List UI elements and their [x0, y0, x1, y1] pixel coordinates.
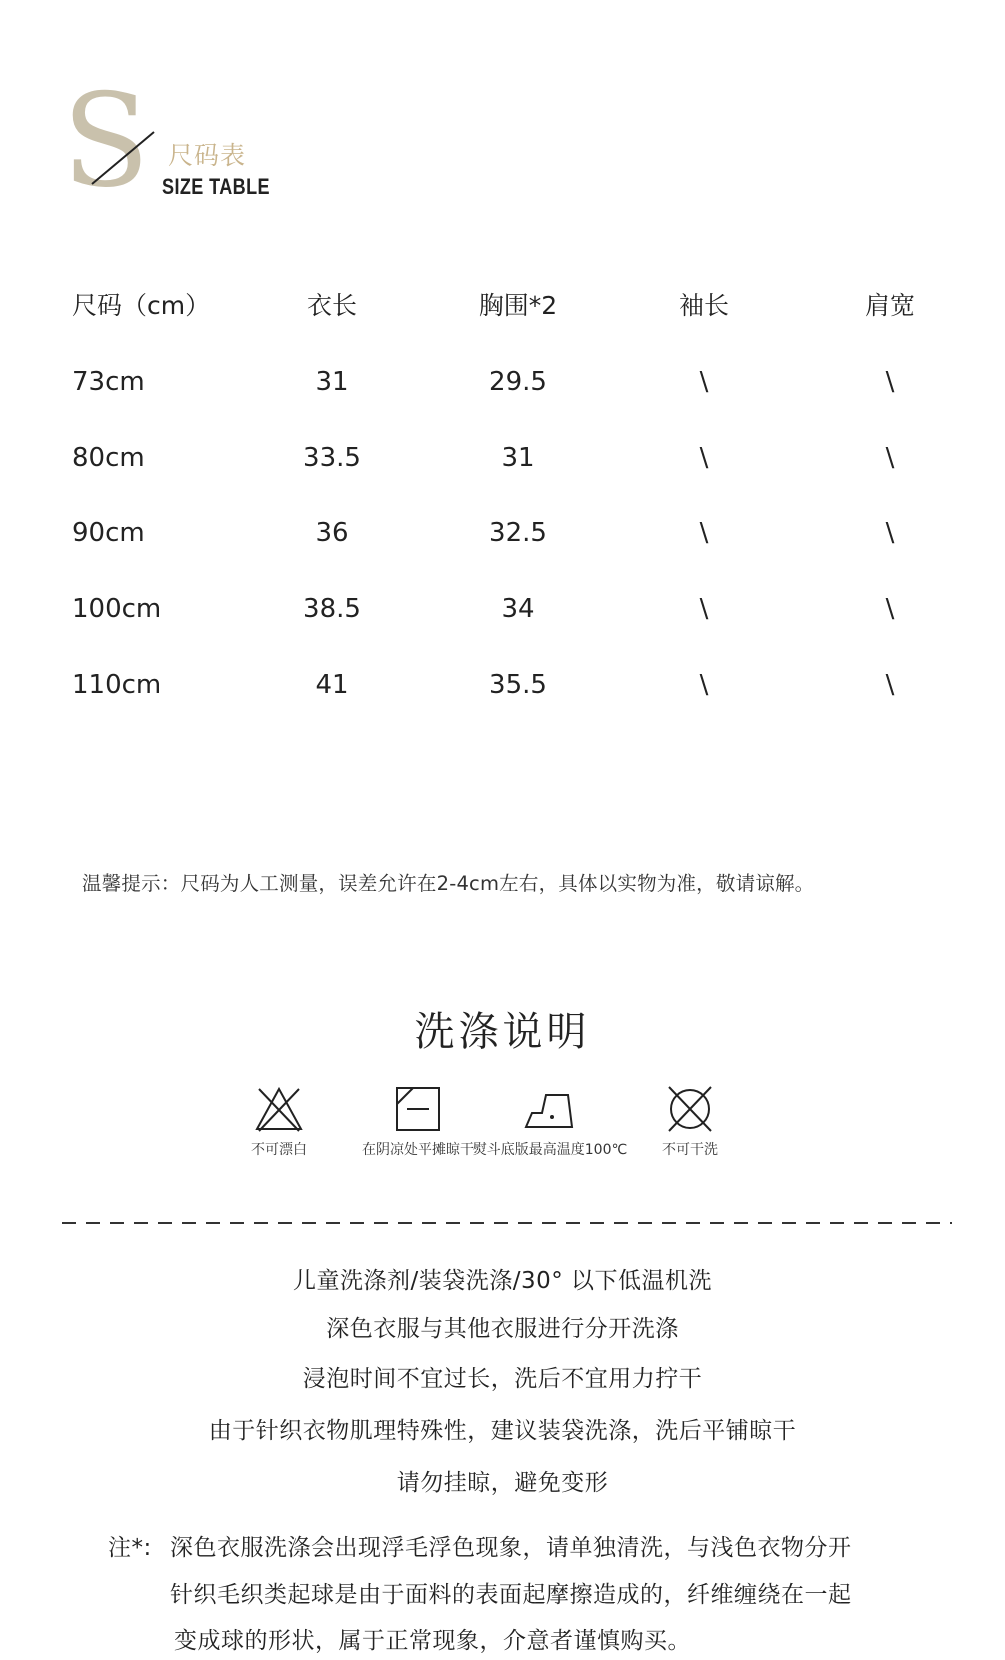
cell-sleeve: \	[699, 367, 709, 397]
cell-shoulder: \	[885, 443, 895, 473]
cell-chest: 32.5	[489, 518, 547, 548]
care-instruction: 由于针织衣物肌理特殊性，建议装袋洗涤，洗后平铺晾干	[208, 1418, 797, 1444]
cell-shoulder: \	[885, 518, 895, 548]
cell-shoulder: \	[885, 367, 895, 397]
cell-size: 90cm	[72, 518, 145, 548]
cell-chest: 35.5	[489, 670, 547, 700]
cell-chest: 31	[501, 443, 535, 473]
cell-shoulder: \	[885, 594, 895, 624]
care-item-iron	[470, 1085, 630, 1159]
care-instruction: 深色衣服与其他衣服进行分开洗涤	[326, 1316, 679, 1342]
cell-sleeve: \	[699, 518, 709, 548]
table-row	[0, 438, 1005, 478]
note-line: 深色衣服洗涤会出现浮毛浮色现象，请单独清洗，与浅色衣物分开	[170, 1535, 852, 1561]
cell-size: 73cm	[72, 367, 145, 397]
header-shoulder: 肩宽	[864, 291, 915, 320]
header-sleeve: 袖长	[678, 291, 729, 320]
logo-title-cn: 尺码表	[168, 141, 247, 170]
care-instruction: 请勿挂晾，避免变形	[396, 1470, 609, 1496]
cell-sleeve: \	[699, 670, 709, 700]
care-instruction: 浸泡时间不宜过长，洗后不宜用力拧干	[302, 1366, 703, 1392]
measurement-tip: 温馨提示：尺码为人工测量，误差允许在2-4cm左右，具体以实物为准，敬请谅解。	[82, 872, 815, 895]
cell-length: 31	[315, 367, 349, 397]
cell-shoulder: \	[885, 670, 895, 700]
cell-size: 80cm	[72, 443, 145, 473]
note-line: 变成球的形状，属于正常现象，介意者谨慎购买。	[174, 1628, 691, 1654]
care-label: 不可漂白	[251, 1142, 307, 1158]
cell-length: 36	[315, 518, 349, 548]
iron-icon	[522, 1085, 578, 1133]
table-header-row	[0, 286, 1005, 326]
header-size: 尺码（cm）	[72, 291, 211, 320]
cell-sleeve: \	[699, 443, 709, 473]
care-instruction: 儿童洗涤剂/装袋洗涤/30° 以下低温机洗	[292, 1268, 713, 1294]
header-length: 衣长	[306, 291, 357, 320]
note-line: 针织毛织类起球是由于面料的表面起摩擦造成的，纤维缠绕在一起	[170, 1582, 852, 1608]
cell-chest: 29.5	[489, 367, 547, 397]
cell-chest: 34	[501, 594, 535, 624]
care-label: 在阴凉处平摊晾干	[362, 1142, 474, 1158]
table-row	[0, 362, 1005, 402]
care-icons	[0, 1085, 1005, 1165]
size-table-logo	[62, 67, 312, 216]
care-item-no-dry-clean	[610, 1085, 770, 1159]
care-label: 不可干洗	[662, 1142, 718, 1158]
cell-length: 38.5	[303, 594, 361, 624]
cell-size: 110cm	[72, 670, 162, 700]
logo-letter: S	[62, 67, 150, 216]
no-bleach-icon	[253, 1085, 305, 1133]
cell-sleeve: \	[699, 594, 709, 624]
logo-slash-icon	[90, 130, 160, 186]
table-row	[0, 513, 1005, 553]
section-divider	[62, 1222, 952, 1224]
washing-title: 洗涤说明	[414, 1009, 591, 1055]
care-item-no-bleach	[199, 1085, 359, 1159]
cell-length: 33.5	[303, 443, 361, 473]
cell-length: 41	[315, 670, 349, 700]
table-row	[0, 589, 1005, 629]
no-dry-clean-icon	[664, 1085, 716, 1133]
note-prefix: 注*:	[108, 1535, 152, 1561]
logo-title-en: SIZE TABLE	[162, 174, 271, 199]
dry-flat-in-shade-icon	[392, 1085, 444, 1133]
care-label: 熨斗底版最高温度100℃	[472, 1142, 628, 1158]
cell-size: 100cm	[72, 594, 162, 624]
header-chest: 胸围*2	[478, 291, 558, 320]
table-row	[0, 665, 1005, 705]
